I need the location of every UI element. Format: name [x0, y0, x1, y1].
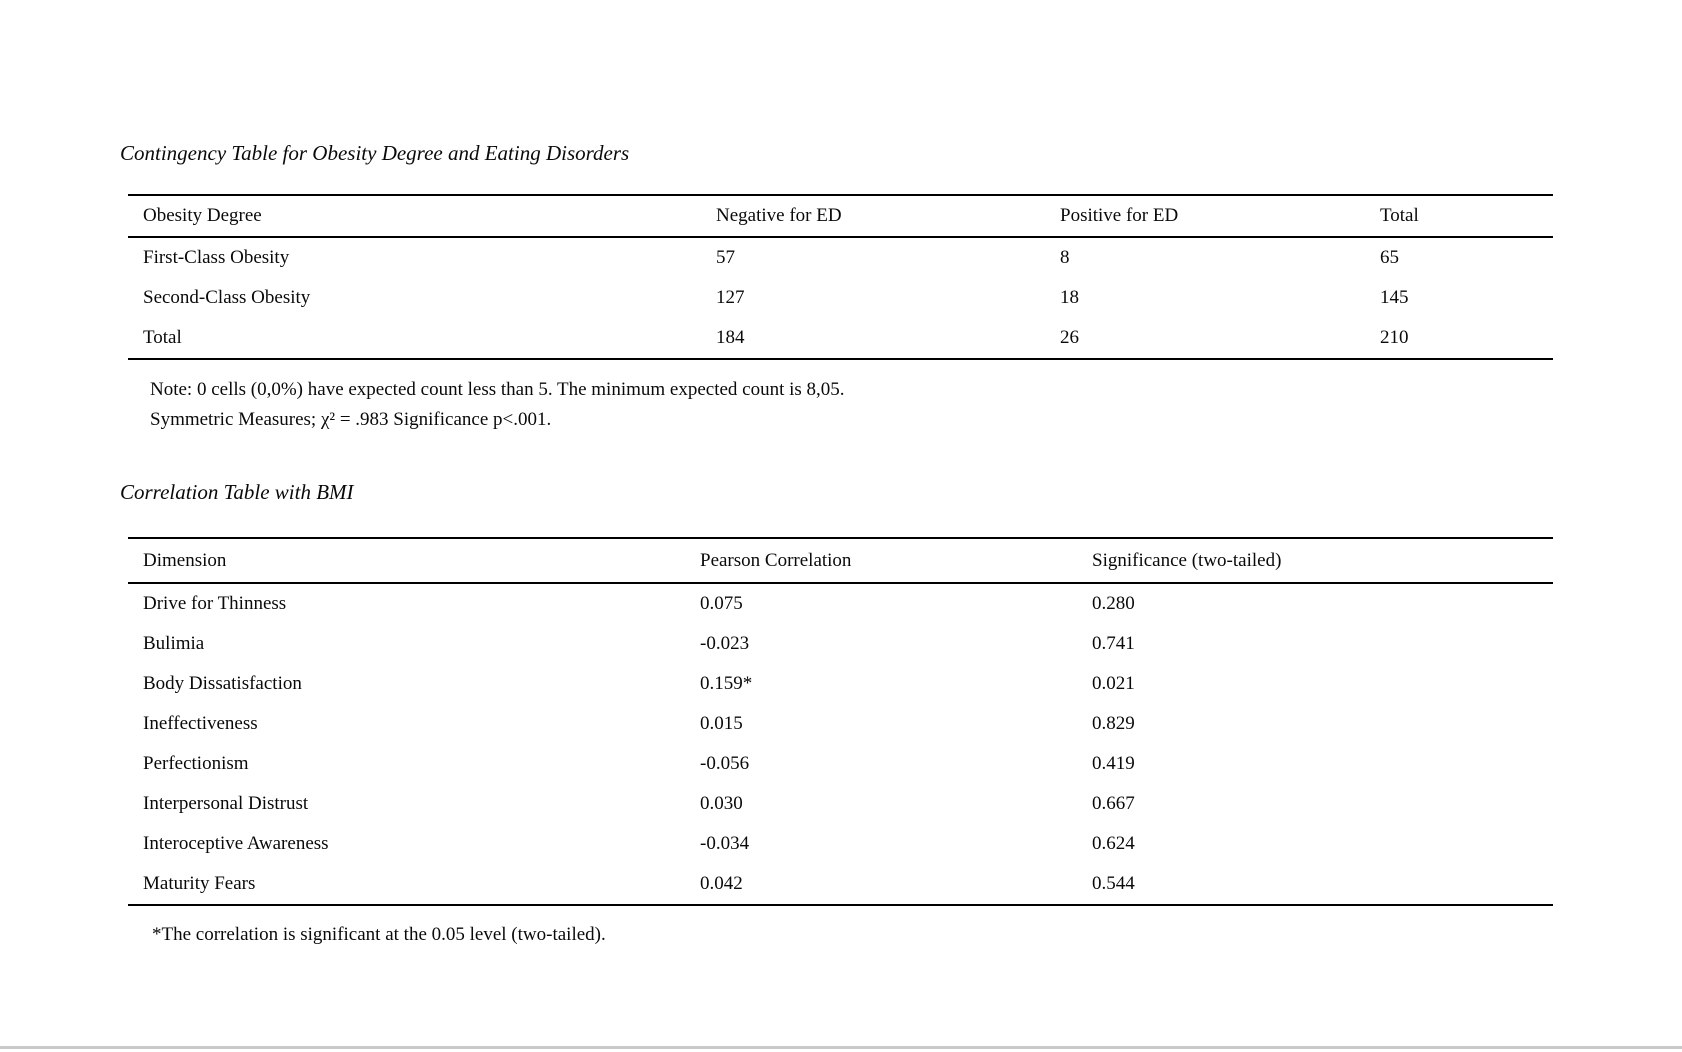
table-row — [128, 704, 1553, 744]
table-cell: -0.023 — [700, 633, 750, 654]
column-header: Obesity Degree — [143, 205, 262, 226]
table-cell: Bulimia — [143, 633, 205, 654]
table-cell: 0.159* — [700, 673, 753, 694]
table-cell: Total — [143, 327, 182, 348]
table-cell: Second-Class Obesity — [143, 287, 311, 308]
table-cell: 0.021 — [1092, 673, 1135, 694]
contingency-table-title: Contingency Table for Obesity Degree and Eating Disorders — [120, 141, 630, 165]
table-cell: 0.544 — [1092, 873, 1135, 894]
table-cell: 57 — [716, 247, 735, 268]
table-cell: 18 — [1060, 287, 1079, 308]
table-cell: 0.280 — [1092, 593, 1135, 614]
table-row — [128, 864, 1553, 905]
table-cell: 0.667 — [1092, 793, 1135, 814]
table-header-row — [128, 538, 1553, 583]
table-cell: 210 — [1380, 327, 1409, 348]
table-row — [128, 278, 1553, 318]
table-cell: 65 — [1380, 247, 1399, 268]
table-header-row — [128, 195, 1553, 237]
table-row — [128, 744, 1553, 784]
table-cell: First-Class Obesity — [143, 247, 290, 268]
table-row — [128, 237, 1553, 278]
table-cell: 0.015 — [700, 713, 743, 734]
table-cell: Interpersonal Distrust — [143, 793, 309, 814]
table-row — [128, 583, 1553, 624]
table-cell: 0.419 — [1092, 753, 1135, 774]
table-row — [128, 318, 1553, 359]
table-cell: 0.741 — [1092, 633, 1135, 654]
page-bottom-divider — [0, 1046, 1682, 1049]
table-cell: Perfectionism — [143, 753, 249, 774]
contingency-note-expected-count: Note: 0 cells (0,0%) have expected count less than 5. The minimum expected count is 8,05. — [150, 379, 845, 400]
table-cell: 127 — [716, 287, 745, 308]
table-cell: Body Dissatisfaction — [143, 673, 302, 694]
table-cell: 0.829 — [1092, 713, 1135, 734]
table-cell: 26 — [1060, 327, 1079, 348]
table-cell: 0.042 — [700, 873, 743, 894]
column-header: Pearson Correlation — [700, 549, 852, 571]
table-row — [128, 784, 1553, 824]
table-cell: 8 — [1060, 247, 1070, 268]
correlation-table — [128, 537, 1553, 906]
table-cell: 184 — [716, 327, 745, 348]
table-cell: Maturity Fears — [143, 873, 256, 894]
column-header: Total — [1380, 205, 1419, 226]
contingency-table — [128, 194, 1553, 360]
column-header: Negative for ED — [716, 205, 842, 226]
table-cell: 145 — [1380, 287, 1409, 308]
correlation-footnote: *The correlation is significant at the 0.05 level (two-tailed). — [152, 924, 606, 945]
table-row — [128, 624, 1553, 664]
table-cell: 0.030 — [700, 793, 743, 814]
table-cell: -0.056 — [700, 753, 750, 774]
column-header: Dimension — [143, 549, 227, 571]
table-row — [128, 824, 1553, 864]
correlation-table-title: Correlation Table with BMI — [120, 480, 354, 504]
column-header: Significance (two-tailed) — [1092, 549, 1282, 571]
table-cell: -0.034 — [700, 833, 750, 854]
table-cell: Ineffectiveness — [143, 713, 258, 734]
table-cell: 0.075 — [700, 593, 743, 614]
column-header: Positive for ED — [1060, 205, 1179, 226]
table-cell: 0.624 — [1092, 833, 1135, 854]
table-cell: Drive for Thinness — [143, 593, 287, 614]
contingency-note-symmetric-measures: Symmetric Measures; χ² = .983 Significance p<.001. — [150, 409, 552, 430]
table-cell: Interoceptive Awareness — [143, 833, 329, 854]
table-row — [128, 664, 1553, 704]
